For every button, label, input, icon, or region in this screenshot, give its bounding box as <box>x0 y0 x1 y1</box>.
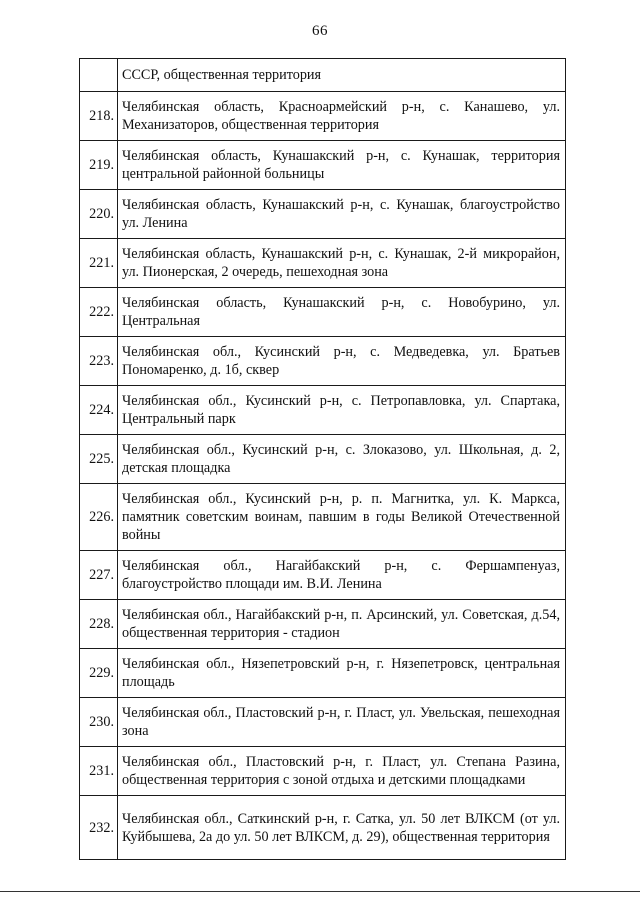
row-address: Челябинская обл., Кусинский р-н, р. п. Магнитка, ул. К. Маркса, памятник советским воинам, павшим в годы Великой Отечественной войны <box>118 484 566 551</box>
row-number <box>80 59 118 92</box>
row-number: 231. <box>80 747 118 796</box>
address-table <box>79 58 566 860</box>
row-address: Челябинская обл., Кусинский р-н, с. Медведевка, ул. Братьев Пономаренко, д. 1б, сквер <box>118 337 566 386</box>
table-row <box>80 337 566 386</box>
row-address: Челябинская обл., Нязепетровский р-н, г. Нязепетровск, центральная площадь <box>118 649 566 698</box>
row-number: 230. <box>80 698 118 747</box>
row-address: Челябинская область, Красноармейский р-н, с. Канашево, ул. Механизаторов, общественная территория <box>118 92 566 141</box>
row-number: 220. <box>80 190 118 239</box>
table-row <box>80 190 566 239</box>
row-address: Челябинская область, Кунашакский р-н, с. Кунашак, территория центральной районной больницы <box>118 141 566 190</box>
table-row <box>80 435 566 484</box>
row-number: 232. <box>80 796 118 860</box>
table-row <box>80 600 566 649</box>
bottom-divider <box>0 891 640 892</box>
table-row <box>80 288 566 337</box>
table-row <box>80 747 566 796</box>
row-number: 229. <box>80 649 118 698</box>
table-row <box>80 141 566 190</box>
row-address: Челябинская обл., Пластовский р-н, г. Пласт, ул. Степана Разина, общественная территория с зоной отдыха и детскими площадками <box>118 747 566 796</box>
row-number: 228. <box>80 600 118 649</box>
row-address: Челябинская область, Кунашакский р-н, с. Новобурино, ул. Центральная <box>118 288 566 337</box>
table-row <box>80 59 566 92</box>
table-row <box>80 551 566 600</box>
row-number: 227. <box>80 551 118 600</box>
row-address: Челябинская обл., Нагайбакский р-н, с. Фершампенуаз, благоустройство площади им. В.И. Ленина <box>118 551 566 600</box>
row-number: 223. <box>80 337 118 386</box>
row-number: 222. <box>80 288 118 337</box>
row-address: Челябинская обл., Пластовский р-н, г. Пласт, ул. Увельская, пешеходная зона <box>118 698 566 747</box>
row-number: 224. <box>80 386 118 435</box>
table-row <box>80 484 566 551</box>
row-number: 226. <box>80 484 118 551</box>
row-number: 221. <box>80 239 118 288</box>
table-row <box>80 239 566 288</box>
row-address: Челябинская обл., Саткинский р-н, г. Сатка, ул. 50 лет ВЛКСМ (от ул. Куйбышева, 2а до ул. 50 лет ВЛКСМ, д. 29), общественная территория <box>118 796 566 860</box>
table-row <box>80 796 566 860</box>
row-address: Челябинская обл., Нагайбакский р-н, п. Арсинский, ул. Советская, д.54, общественная территория - стадион <box>118 600 566 649</box>
table-row <box>80 698 566 747</box>
table-row <box>80 386 566 435</box>
row-address: Челябинская обл., Кусинский р-н, с. Злоказово, ул. Школьная, д. 2, детская площадка <box>118 435 566 484</box>
table-row <box>80 649 566 698</box>
table-row <box>80 92 566 141</box>
row-address: Челябинская область, Кунашакский р-н, с. Кунашак, 2-й микрорайон, ул. Пионерская, 2 очередь, пешеходная зона <box>118 239 566 288</box>
row-address: Челябинская обл., Кусинский р-н, с. Петропавловка, ул. Спартака, Центральный парк <box>118 386 566 435</box>
row-number: 219. <box>80 141 118 190</box>
page-number: 66 <box>312 23 328 39</box>
row-address: СССР, общественная территория <box>118 59 566 92</box>
row-number: 225. <box>80 435 118 484</box>
row-address: Челябинская область, Кунашакский р-н, с. Кунашак, благоустройство ул. Ленина <box>118 190 566 239</box>
row-number: 218. <box>80 92 118 141</box>
